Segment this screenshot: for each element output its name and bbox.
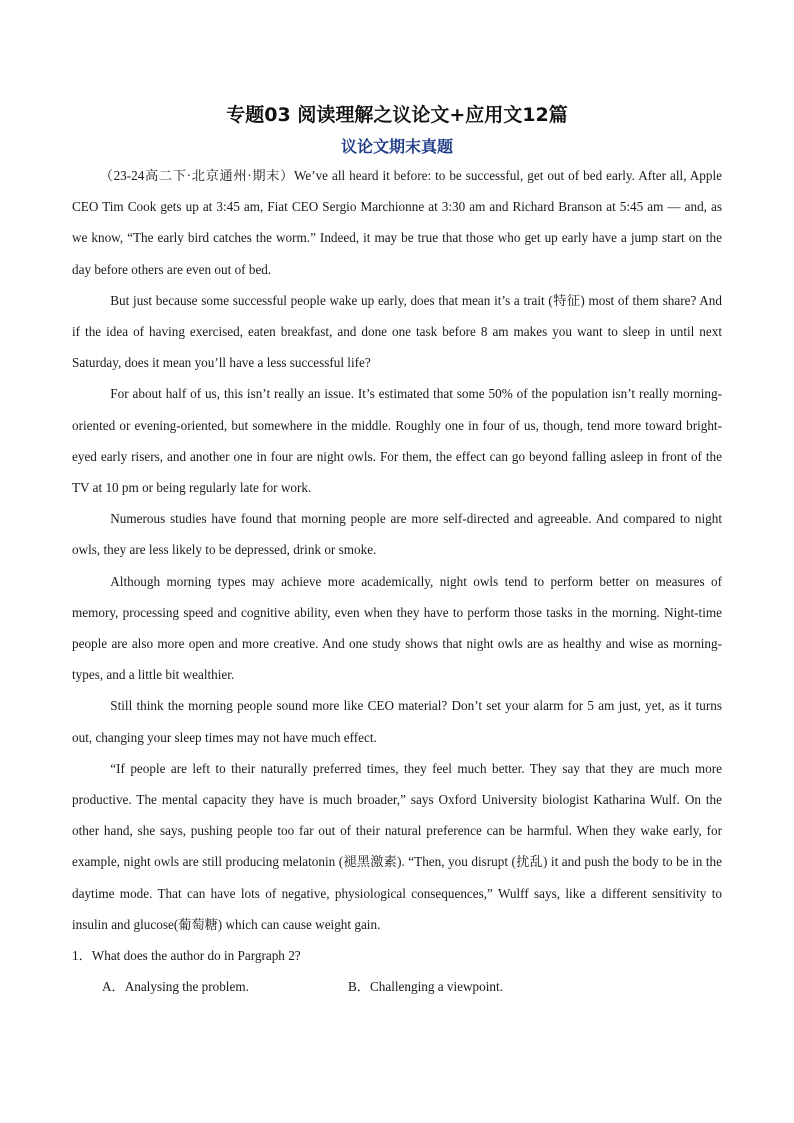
document-page [72,100,722,1002]
document-title: 专题03 阅读理解之议论文+应用文12篇 [226,104,568,126]
answer-options [72,971,722,1002]
passage-paragraph: Numerous studies have found that morning people are more self-directed and agreeable. And compared to night owls, they are less likely to be depressed, drink or smoke. [72,511,722,558]
passage-paragraph: （23-24高二下·北京通州·期末）We’ve all heard it before: to be successful, get out of bed early. After all, Apple CEO Tim Cook gets up at 3:45 am, Fiat CEO Sergio Marchionne at 3:30 am and Richard Branson at 5:45 am — and, as we know, “The early bird catches the worm.” Indeed, it may be true that those who get up early have a jump start on the day before others are even out of bed. [72,168,722,277]
passage-paragraph: For about half of us, this isn’t really an issue. It’s estimated that some 50% of the population isn’t really morning-oriented or evening-oriented, but somewhere in the middle. Roughly one in four of us, though, tend more toward bright-eyed early risers, and another one in four are night owls. For them, the effect can go beyond falling asleep in front of the TV at 10 pm or being regularly late for work. [72,386,722,496]
question-text: 1．What does the author do in Pargraph 2? [72,948,301,964]
passage-paragraph: Although morning types may achieve more academically, night owls tend to perform better on measures of memory, processing speed and cognitive ability, even when they have to perform those tasks in the morning. Night-time people are also more open and more creative. And one study shows that night owls are as healthy and wise as morning-types, and a little bit wealthier. [72,573,722,683]
section-subtitle: 议论文期末真题 [340,137,453,156]
passage-paragraph: But just because some successful people wake up early, does that mean it’s a trait (特征) most of them share? And if the idea of having exercised, eaten breakfast, and done one task before 8 am makes you want to sleep in until next Saturday, does it mean you’ll have a less successful life? [72,292,722,371]
option-a: A．Analysing the problem. [102,979,249,995]
passage [72,160,722,940]
passage-paragraph: “If people are left to their naturally preferred times, they feel much better. They say that they are much more productive. The mental capacity they have is much broader,” says Oxford University biologist Katharina Wulf. On the other hand, she says, pushing people too far out of their natural preference can be harmful. When they wake early, for example, night owls are still producing melatonin (褪黑激素). “Then, you disrupt (扰乱) it and push the body to be in the daytime mode. That can have lots of negative, physiological consequences,” Wulff says, like a different sensitivity to insulin and glucose(葡萄糖) which can cause weight gain. [72,760,722,932]
passage-paragraph: Still think the morning people sound more like CEO material? Don’t set your alarm for 5 am just, yet, as it turns out, changing your sleep times may not have much effect. [72,698,722,745]
option-b: B．Challenging a viewpoint. [348,979,503,995]
